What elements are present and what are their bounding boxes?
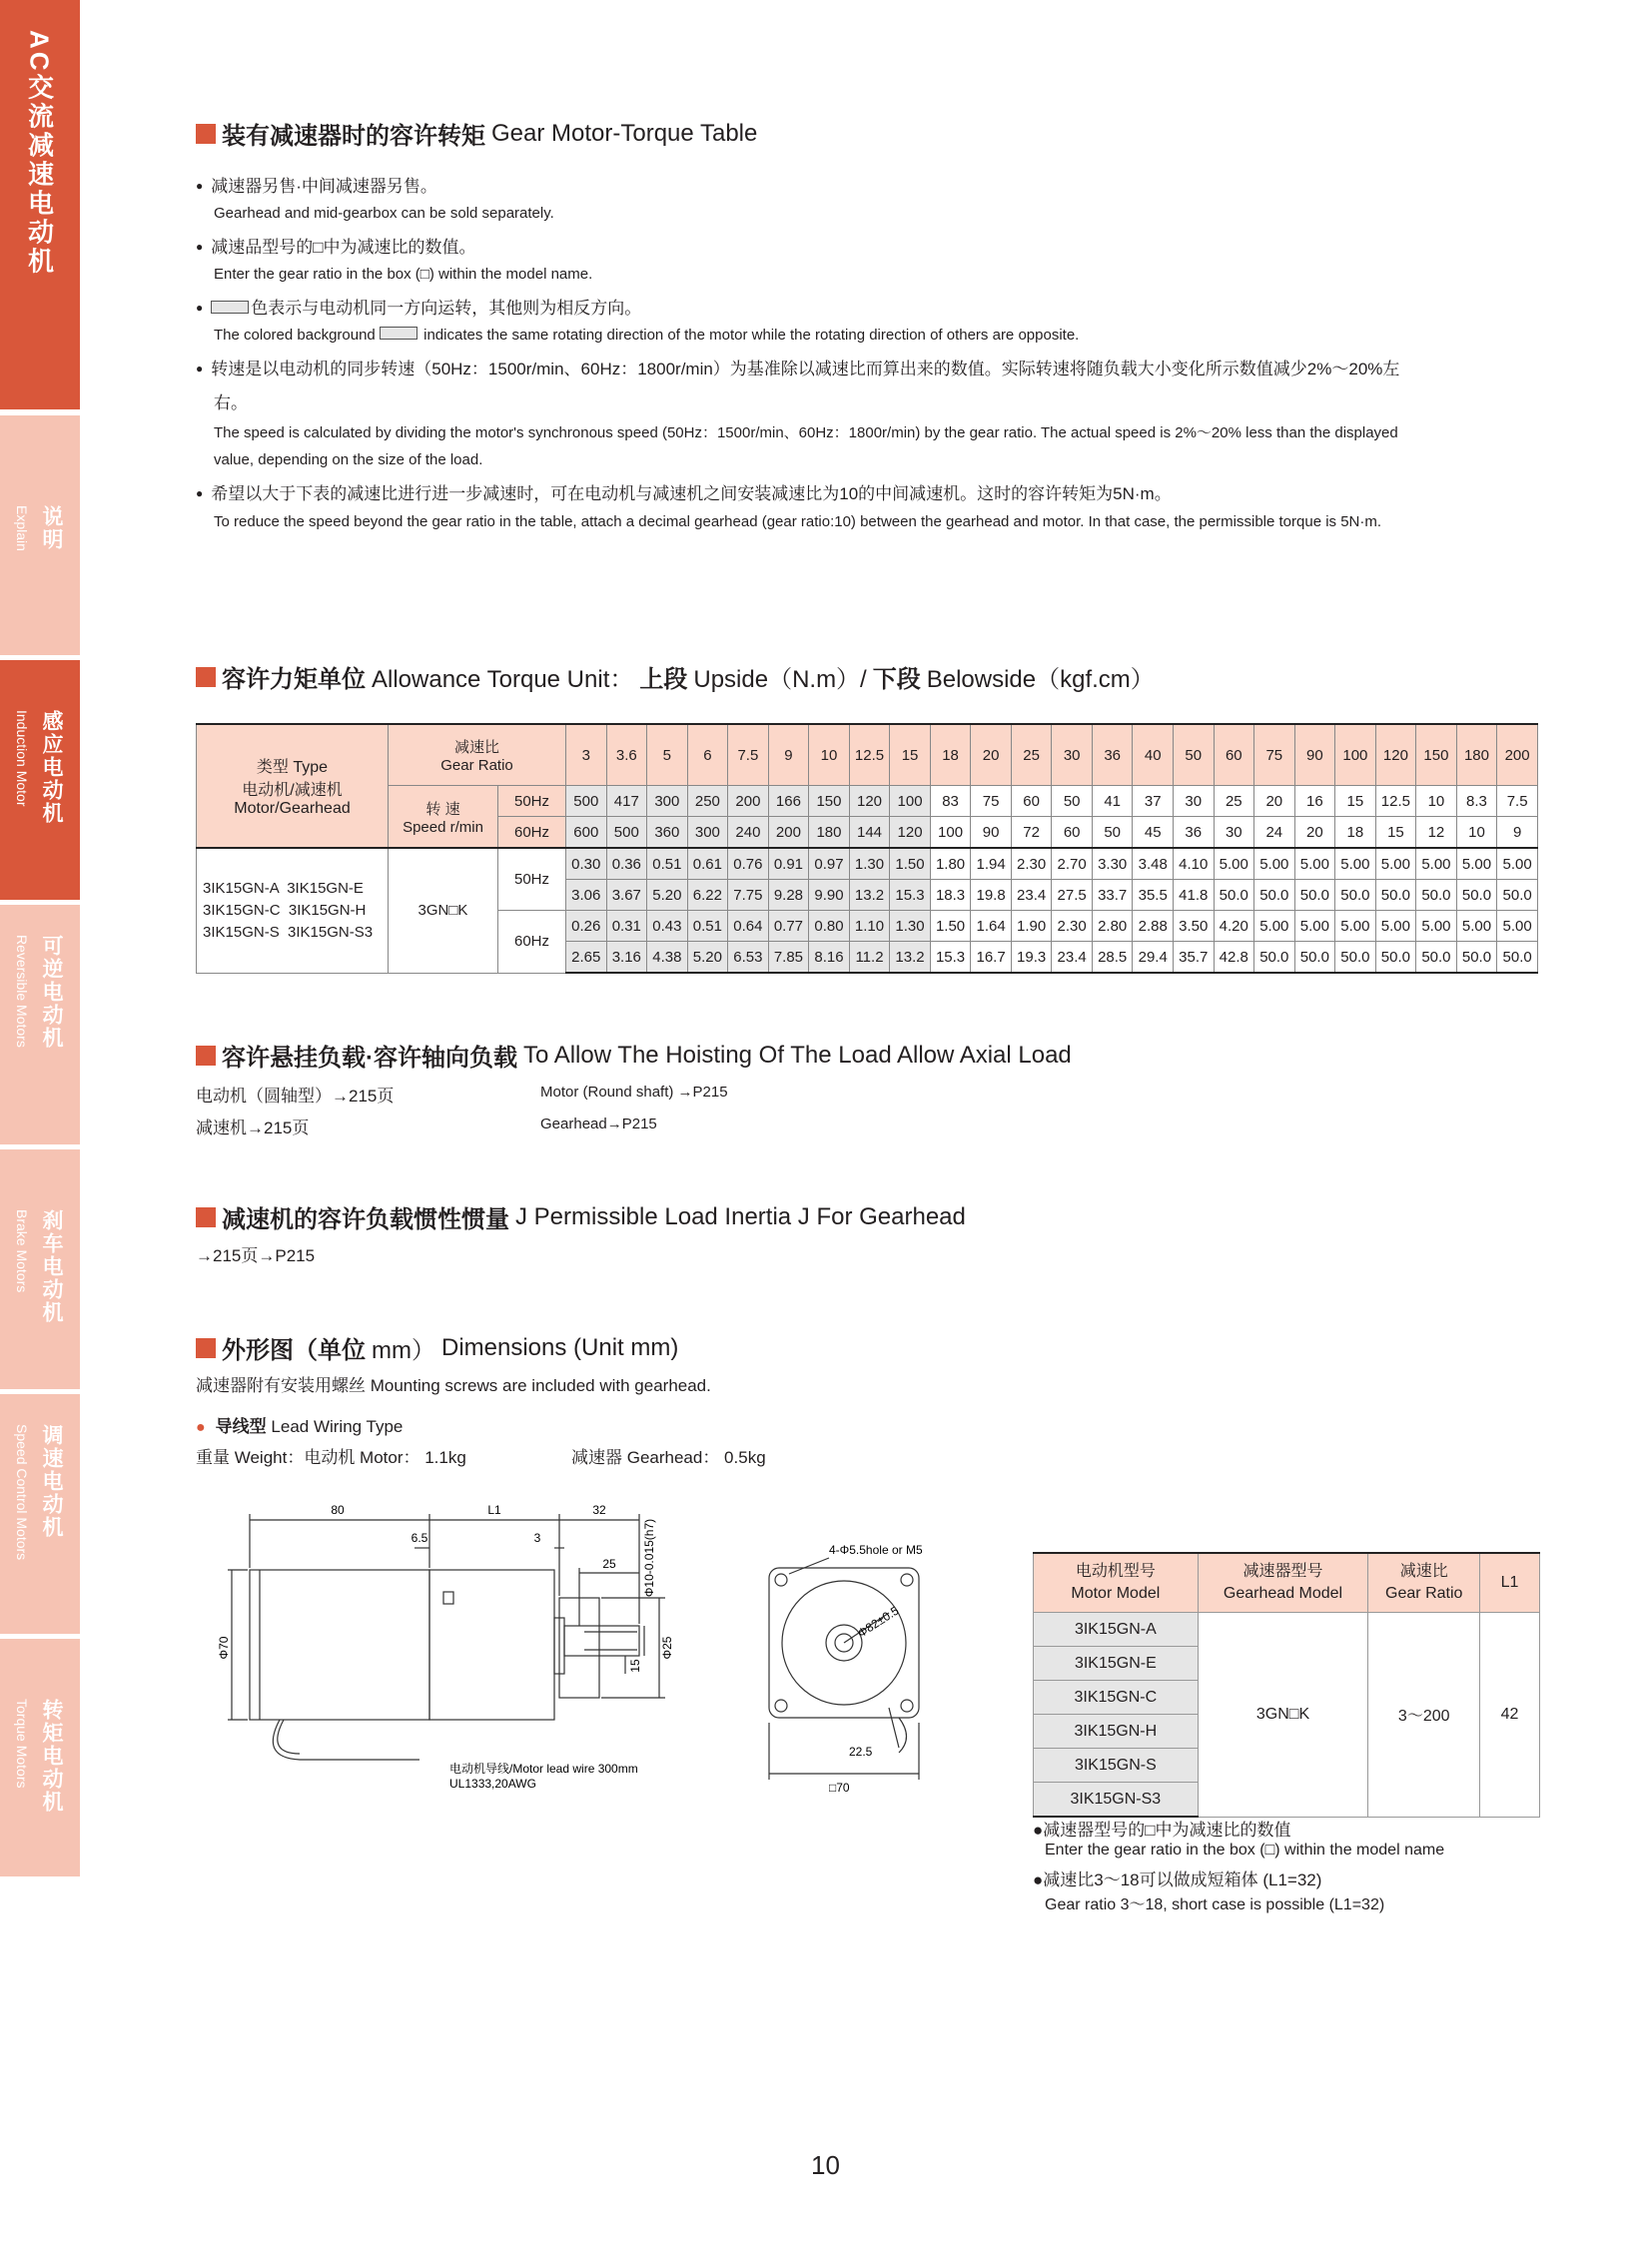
speed-cell: 41 xyxy=(1092,786,1133,817)
ref-text: →215页→P215 xyxy=(196,1246,316,1265)
ratio-cell: 30 xyxy=(1052,724,1093,786)
torque-cell: 19.3 xyxy=(1011,942,1052,974)
dim-label: 80 xyxy=(331,1503,345,1517)
title-en: Gear Motor-Torque Table xyxy=(491,119,758,147)
torque-cell: 1.90 xyxy=(1011,911,1052,942)
speed-cell: 45 xyxy=(1133,817,1174,849)
model-header: L1 xyxy=(1480,1553,1540,1613)
dim-label: 4-Φ5.5hole or M5 xyxy=(829,1543,923,1557)
torque-cell: 0.91 xyxy=(768,848,809,880)
speed-cell: 120 xyxy=(890,817,931,849)
wire-label: UL1333,20AWG xyxy=(449,1777,536,1791)
torque-cell: 35.5 xyxy=(1133,880,1174,911)
freq-label: 60Hz xyxy=(498,911,566,974)
torque-cell: 0.43 xyxy=(647,911,688,942)
note-cn: ● 减速器另售·中间减速器另售。 xyxy=(196,172,437,197)
ratio-cell: 180 xyxy=(1456,724,1497,786)
torque-cell: 2.30 xyxy=(1011,848,1052,880)
ratio-cell: 75 xyxy=(1254,724,1295,786)
speed-cell: 9 xyxy=(1497,817,1538,849)
ratio-cell: 36 xyxy=(1092,724,1133,786)
section-title-load: 容许悬挂负载·容许轴向负载 To Allow The Hoisting Of The Load Allow Axial Load xyxy=(196,1038,1072,1073)
speed-cell: 120 xyxy=(849,786,890,817)
speed-cell: 10 xyxy=(1416,786,1457,817)
torque-cell: 5.00 xyxy=(1497,911,1538,942)
torque-cell: 0.80 xyxy=(809,911,850,942)
model-cell: 3IK15GN-C xyxy=(1034,1681,1199,1715)
model-header: 电动机型号 Motor Model xyxy=(1034,1553,1199,1613)
sidebar-label: 可逆电动机 xyxy=(40,935,63,1050)
speed-cell: 200 xyxy=(768,817,809,849)
torque-cell: 2.30 xyxy=(1052,911,1093,942)
torque-cell: 50.0 xyxy=(1456,942,1497,974)
speed-cell: 30 xyxy=(1214,817,1254,849)
speed-header: 转 速 Speed r/min xyxy=(389,786,498,849)
freq-label: 60Hz xyxy=(498,817,566,849)
speed-cell: 75 xyxy=(971,786,1012,817)
dim-label: 25 xyxy=(602,1557,616,1571)
section-title-torque-unit: 容许力矩单位 Allowance Torque Unit： 上段 Upside（N.m）/ 下段 Belowside（kgf.cm） xyxy=(196,659,1155,694)
dim-label: Φ82±0.5 xyxy=(855,1603,902,1641)
torque-cell: 19.8 xyxy=(971,880,1012,911)
torque-cell: 0.97 xyxy=(809,848,850,880)
speed-cell: 500 xyxy=(606,817,647,849)
torque-cell: 9.90 xyxy=(809,880,850,911)
dim-label: Φ70 xyxy=(217,1636,231,1660)
dim-label: □70 xyxy=(829,1781,850,1795)
ratio-cell: 25 xyxy=(1011,724,1052,786)
gearhead-cell: 3GN□K xyxy=(1198,1613,1368,1818)
ratio-cell: 6 xyxy=(687,724,728,786)
footnote: ●减速比3～18可以做成短箱体 (L1=32) xyxy=(1033,1870,1322,1889)
ratio-cell: 7.5 xyxy=(728,724,769,786)
sidebar-item-explain[interactable] xyxy=(0,415,80,655)
torque-cell: 50.0 xyxy=(1335,880,1376,911)
ratio-cell: 20 xyxy=(971,724,1012,786)
sidebar-nav xyxy=(0,0,80,1877)
speed-cell: 18 xyxy=(1335,817,1376,849)
torque-cell: 13.2 xyxy=(849,880,890,911)
torque-cell: 35.7 xyxy=(1173,942,1214,974)
note-en: To reduce the speed beyond the gear ratio in the table, attach a decimal gearhead (gear ratio:10) between the gearhead and motor. In that case, the permissible torque is 5N·m. xyxy=(214,513,1382,530)
section-title-gear-torque xyxy=(196,116,757,151)
torque-cell: 2.80 xyxy=(1092,911,1133,942)
ratio-cell: 50 xyxy=(1173,724,1214,786)
ratio-cell: 3 xyxy=(566,724,607,786)
l1-cell: 42 xyxy=(1480,1613,1540,1818)
sidebar-label: 转矩电动机 xyxy=(40,1699,63,1814)
note-en: value, depending on the size of the load. xyxy=(214,451,483,468)
ratio-cell: 90 xyxy=(1294,724,1335,786)
sidebar-label-en: Explain xyxy=(14,505,30,551)
torque-cell: 0.30 xyxy=(566,848,607,880)
torque-cell: 5.00 xyxy=(1254,848,1295,880)
torque-cell: 5.00 xyxy=(1456,911,1497,942)
speed-cell: 180 xyxy=(809,817,850,849)
torque-cell: 5.00 xyxy=(1335,911,1376,942)
speed-cell: 60 xyxy=(1011,786,1052,817)
section-title-inertia: 减速机的容许负载惯性惯量 J Permissible Load Inertia J For Gearhead xyxy=(196,1199,966,1234)
speed-cell: 10 xyxy=(1456,817,1497,849)
torque-cell: 3.50 xyxy=(1173,911,1214,942)
speed-cell: 8.3 xyxy=(1456,786,1497,817)
speed-cell: 60 xyxy=(1052,817,1093,849)
speed-cell: 100 xyxy=(890,786,931,817)
speed-cell: 15 xyxy=(1375,817,1416,849)
torque-cell: 3.67 xyxy=(606,880,647,911)
ref-text: Motor (Round shaft) →P215 xyxy=(540,1084,728,1101)
torque-cell: 5.00 xyxy=(1456,848,1497,880)
model-header: 减速器型号 Gearhead Model xyxy=(1198,1553,1368,1613)
torque-cell: 1.30 xyxy=(849,848,890,880)
speed-cell: 20 xyxy=(1254,786,1295,817)
torque-cell: 7.75 xyxy=(728,880,769,911)
sidebar-item-torque[interactable] xyxy=(0,1639,80,1876)
torque-cell: 50.0 xyxy=(1335,942,1376,974)
speed-cell: 90 xyxy=(971,817,1012,849)
sidebar-item-induction[interactable] xyxy=(0,660,80,900)
front-view-drawing xyxy=(739,1528,979,1818)
torque-cell: 50.0 xyxy=(1497,942,1538,974)
dim-label: 6.5 xyxy=(411,1531,428,1545)
speed-cell: 15 xyxy=(1335,786,1376,817)
torque-cell: 29.4 xyxy=(1133,942,1174,974)
speed-cell: 166 xyxy=(768,786,809,817)
sidebar-item-speed-control[interactable] xyxy=(0,1394,80,1634)
sidebar-label-en: Reversible Motors xyxy=(14,935,30,1048)
ratio-cell: 150 xyxy=(1416,724,1457,786)
torque-cell: 42.8 xyxy=(1214,942,1254,974)
models-cell: 3IK15GN-A 3IK15GN-E 3IK15GN-C 3IK15GN-H 3IK15GN-S 3IK15GN-S3 xyxy=(197,848,389,973)
speed-cell: 30 xyxy=(1173,786,1214,817)
speed-cell: 360 xyxy=(647,817,688,849)
speed-cell: 25 xyxy=(1214,786,1254,817)
torque-cell: 6.22 xyxy=(687,880,728,911)
torque-cell: 50.0 xyxy=(1416,942,1457,974)
torque-cell: 28.5 xyxy=(1092,942,1133,974)
bullet-dot-icon: ● xyxy=(196,1419,206,1436)
speed-cell: 24 xyxy=(1254,817,1295,849)
torque-cell: 13.2 xyxy=(890,942,931,974)
footnote: Gear ratio 3～18, short case is possible (L1=32) xyxy=(1045,1896,1385,1913)
torque-cell: 0.61 xyxy=(687,848,728,880)
ratio-cell: 40 xyxy=(1133,724,1174,786)
sidebar-label: 刹车电动机 xyxy=(40,1209,63,1324)
note-cn: ● 减速品型号的□中为减速比的数值。 xyxy=(196,233,476,258)
torque-cell: 0.31 xyxy=(606,911,647,942)
torque-cell: 50.0 xyxy=(1294,880,1335,911)
torque-cell: 6.53 xyxy=(728,942,769,974)
speed-cell: 50 xyxy=(1052,786,1093,817)
torque-cell: 2.65 xyxy=(566,942,607,974)
torque-cell: 0.51 xyxy=(687,911,728,942)
torque-cell: 23.4 xyxy=(1011,880,1052,911)
torque-cell: 23.4 xyxy=(1052,942,1093,974)
torque-cell: 0.77 xyxy=(768,911,809,942)
speed-cell: 37 xyxy=(1133,786,1174,817)
torque-cell: 4.38 xyxy=(647,942,688,974)
gearhead-cell: 3GN□K xyxy=(389,848,498,973)
speed-cell: 20 xyxy=(1294,817,1335,849)
speed-cell: 12.5 xyxy=(1375,786,1416,817)
lead-type: ● 导线型 Lead Wiring Type xyxy=(196,1417,404,1436)
speed-cell: 100 xyxy=(930,817,971,849)
weight-motor: 重量 Weight：电动机 Motor： 1.1kg xyxy=(196,1448,466,1467)
torque-cell: 50.0 xyxy=(1254,880,1295,911)
ratio-cell: 3～200 xyxy=(1368,1613,1480,1818)
speed-cell: 150 xyxy=(809,786,850,817)
torque-cell: 0.51 xyxy=(647,848,688,880)
freq-label: 50Hz xyxy=(498,786,566,817)
speed-cell: 36 xyxy=(1173,817,1214,849)
torque-cell: 0.76 xyxy=(728,848,769,880)
torque-cell: 50.0 xyxy=(1497,880,1538,911)
table-row xyxy=(197,724,1538,786)
color-swatch-icon xyxy=(380,327,417,340)
ratio-cell: 9 xyxy=(768,724,809,786)
speed-cell: 500 xyxy=(566,786,607,817)
note-cn: ● 色表示与电动机同一方向运转，其他则为相反方向。 xyxy=(196,294,641,319)
color-swatch-icon xyxy=(211,301,249,314)
torque-cell: 3.48 xyxy=(1133,848,1174,880)
footnote: ●减速器型号的□中为减速比的数值 xyxy=(1033,1821,1291,1840)
dim-label: 32 xyxy=(592,1503,606,1517)
torque-cell: 5.00 xyxy=(1214,848,1254,880)
speed-cell: 240 xyxy=(728,817,769,849)
side-view-drawing xyxy=(217,1498,729,1818)
torque-cell: 0.36 xyxy=(606,848,647,880)
speed-cell: 12 xyxy=(1416,817,1457,849)
ratio-cell: 10 xyxy=(809,724,850,786)
torque-cell: 1.50 xyxy=(890,848,931,880)
torque-cell: 11.2 xyxy=(849,942,890,974)
dim-label: 22.5 xyxy=(849,1745,873,1759)
ref-text: 减速机→215页 xyxy=(196,1119,310,1137)
speed-cell: 7.5 xyxy=(1497,786,1538,817)
sidebar-label-en: Torque Motors xyxy=(14,1699,30,1789)
wire-label: 电动机导线/Motor lead wire 300mm xyxy=(449,1762,638,1776)
torque-cell: 1.50 xyxy=(930,911,971,942)
dim-label: 3 xyxy=(533,1531,541,1545)
torque-cell: 5.00 xyxy=(1294,911,1335,942)
note-en: Enter the gear ratio in the box (□) within the model name. xyxy=(214,266,593,283)
ratio-cell: 100 xyxy=(1335,724,1376,786)
torque-cell: 5.00 xyxy=(1416,911,1457,942)
sidebar-item-ac-motors[interactable] xyxy=(0,0,80,409)
torque-cell: 50.0 xyxy=(1294,942,1335,974)
ratio-header: 减速比 Gear Ratio xyxy=(389,724,566,786)
torque-cell: 16.7 xyxy=(971,942,1012,974)
torque-cell: 5.00 xyxy=(1294,848,1335,880)
torque-cell: 8.16 xyxy=(809,942,850,974)
torque-cell: 50.0 xyxy=(1416,880,1457,911)
torque-cell: 5.00 xyxy=(1375,848,1416,880)
speed-cell: 144 xyxy=(849,817,890,849)
speed-cell: 300 xyxy=(647,786,688,817)
table-row xyxy=(197,848,1538,880)
torque-cell: 1.94 xyxy=(971,848,1012,880)
torque-cell: 1.10 xyxy=(849,911,890,942)
ref-text: Gearhead→P215 xyxy=(540,1116,657,1132)
mounting-note: 减速器附有安装用螺丝 Mounting screws are included with gearhead. xyxy=(196,1376,711,1395)
torque-cell: 33.7 xyxy=(1092,880,1133,911)
torque-cell: 9.28 xyxy=(768,880,809,911)
torque-cell: 5.00 xyxy=(1416,848,1457,880)
torque-cell: 27.5 xyxy=(1052,880,1093,911)
section-marker-icon xyxy=(196,1207,216,1227)
model-cell: 3IK15GN-E xyxy=(1034,1647,1199,1681)
speed-cell: 72 xyxy=(1011,817,1052,849)
ratio-cell: 200 xyxy=(1497,724,1538,786)
dim-label: Φ25 xyxy=(660,1636,674,1660)
section-marker-icon xyxy=(196,1338,216,1358)
torque-cell: 2.88 xyxy=(1133,911,1174,942)
section-marker-icon xyxy=(196,1046,216,1066)
freq-label: 50Hz xyxy=(498,848,566,911)
torque-cell: 3.16 xyxy=(606,942,647,974)
torque-cell: 1.64 xyxy=(971,911,1012,942)
sidebar-label-en: Induction Motor xyxy=(14,710,30,807)
sidebar-item-reversible[interactable] xyxy=(0,905,80,1144)
sidebar-label-en: Speed Control Motors xyxy=(14,1424,30,1561)
sidebar-item-brake[interactable] xyxy=(0,1149,80,1389)
torque-cell: 0.64 xyxy=(728,911,769,942)
ratio-cell: 120 xyxy=(1375,724,1416,786)
torque-cell: 2.70 xyxy=(1052,848,1093,880)
torque-cell: 41.8 xyxy=(1173,880,1214,911)
torque-cell: 5.00 xyxy=(1254,911,1295,942)
speed-cell: 600 xyxy=(566,817,607,849)
speed-cell: 200 xyxy=(728,786,769,817)
dim-label: 15 xyxy=(628,1659,642,1673)
torque-cell: 5.00 xyxy=(1497,848,1538,880)
torque-cell: 4.20 xyxy=(1214,911,1254,942)
section-marker-icon xyxy=(196,124,216,144)
speed-cell: 16 xyxy=(1294,786,1335,817)
torque-cell: 50.0 xyxy=(1214,880,1254,911)
page-number: 10 xyxy=(811,2150,840,2180)
torque-cell: 7.85 xyxy=(768,942,809,974)
sidebar-label: 调速电动机 xyxy=(40,1424,63,1539)
torque-cell: 15.3 xyxy=(890,880,931,911)
sidebar-label: AC交流减速电动机 xyxy=(24,30,55,277)
torque-cell: 5.20 xyxy=(647,880,688,911)
ratio-cell: 60 xyxy=(1214,724,1254,786)
ratio-cell: 12.5 xyxy=(849,724,890,786)
torque-cell: 50.0 xyxy=(1254,942,1295,974)
torque-cell: 18.3 xyxy=(930,880,971,911)
dim-label: L1 xyxy=(487,1503,501,1517)
type-header: 类型 Type 电动机/减速机 Motor/Gearhead xyxy=(197,724,389,848)
title-cn: 装有减速器时的容许转矩 xyxy=(222,123,485,150)
sidebar-label: 感应电动机 xyxy=(40,710,63,825)
model-cell: 3IK15GN-A xyxy=(1034,1613,1199,1647)
section-title-dimensions: 外形图（单位 mm） Dimensions (Unit mm) xyxy=(196,1330,678,1365)
ratio-cell: 15 xyxy=(890,724,931,786)
torque-table xyxy=(196,723,1538,974)
model-cell: 3IK15GN-S3 xyxy=(1034,1783,1199,1818)
sidebar-label: 说明 xyxy=(40,505,63,551)
torque-cell: 5.00 xyxy=(1335,848,1376,880)
speed-cell: 300 xyxy=(687,817,728,849)
speed-cell: 50 xyxy=(1092,817,1133,849)
torque-cell: 0.26 xyxy=(566,911,607,942)
ratio-cell: 18 xyxy=(930,724,971,786)
note-cn: ● 希望以大于下表的减速比进行进一步减速时，可在电动机与减速机之间安装减速比为10的中间减速机。这时的容许转矩为5N·m。 xyxy=(196,479,1172,504)
speed-cell: 83 xyxy=(930,786,971,817)
torque-cell: 15.3 xyxy=(930,942,971,974)
note-en: Gearhead and mid-gearbox can be sold separately. xyxy=(214,205,554,222)
section-marker-icon xyxy=(196,667,216,687)
torque-cell: 3.06 xyxy=(566,880,607,911)
model-table xyxy=(1033,1552,1540,1818)
ref-text: 电动机（圆轴型）→215页 xyxy=(196,1087,395,1106)
note-cn: ● 转速是以电动机的同步转速（50Hz：1500r/min、60Hz：1800r/min）为基准除以减速比而算出来的数值。实际转速将随负载大小变化所示数值减少2%～20%左 xyxy=(196,355,1399,379)
model-cell: 3IK15GN-H xyxy=(1034,1715,1199,1749)
footnote: Enter the gear ratio in the box (□) within the model name xyxy=(1045,1842,1445,1859)
table-row xyxy=(197,786,1538,817)
ratio-cell: 5 xyxy=(647,724,688,786)
torque-cell: 1.30 xyxy=(890,911,931,942)
torque-cell: 50.0 xyxy=(1375,880,1416,911)
dim-label: Φ10-0.015(h7) xyxy=(642,1518,656,1598)
torque-cell: 3.30 xyxy=(1092,848,1133,880)
torque-cell: 4.10 xyxy=(1173,848,1214,880)
note-cn: 右。 xyxy=(214,393,248,412)
sidebar-label-en: Brake Motors xyxy=(14,1209,30,1293)
ratio-cell: 3.6 xyxy=(606,724,647,786)
weight-gearhead: 减速器 Gearhead： 0.5kg xyxy=(571,1448,766,1467)
torque-cell: 50.0 xyxy=(1375,942,1416,974)
torque-cell: 1.80 xyxy=(930,848,971,880)
torque-cell: 5.00 xyxy=(1375,911,1416,942)
speed-cell: 417 xyxy=(606,786,647,817)
note-en: The speed is calculated by dividing the motor's synchronous speed (50Hz：1500r/min、60Hz：1800r/min) by the gear ratio. The actual speed is 2%～20% less than the displayed xyxy=(214,424,1398,441)
model-header: 减速比 Gear Ratio xyxy=(1368,1553,1480,1613)
note-en: The colored background indicates the same rotating direction of the motor while the rotating direction of others are opposite. xyxy=(214,327,1080,344)
speed-cell: 250 xyxy=(687,786,728,817)
model-cell: 3IK15GN-S xyxy=(1034,1749,1199,1783)
torque-cell: 5.20 xyxy=(687,942,728,974)
torque-cell: 50.0 xyxy=(1456,880,1497,911)
